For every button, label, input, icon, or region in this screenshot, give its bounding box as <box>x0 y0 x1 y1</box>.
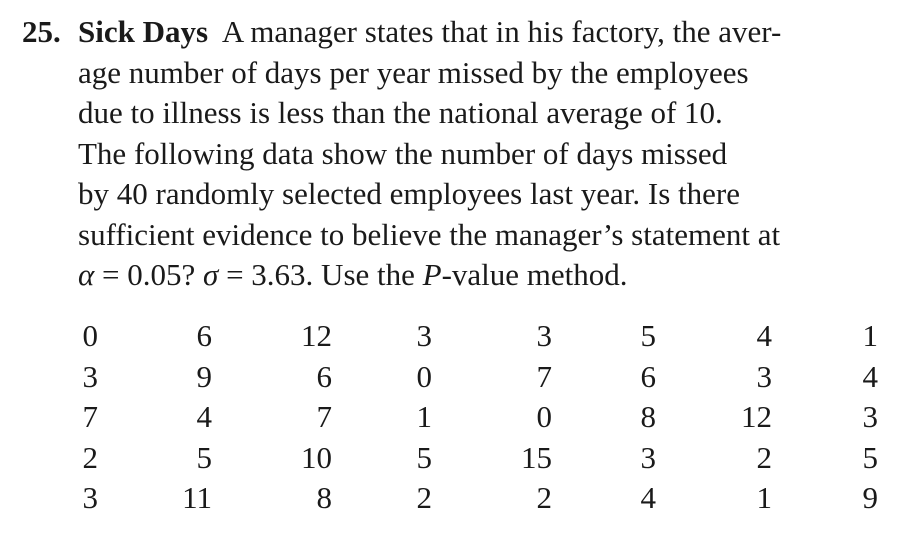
data-cell: 3 <box>756 358 772 394</box>
data-cell: 4 <box>862 358 878 394</box>
data-cell: 4 <box>640 480 656 516</box>
p-letter: P <box>422 257 442 292</box>
data-table <box>0 316 897 519</box>
data-row <box>0 438 897 479</box>
data-cell: 3 <box>82 358 98 394</box>
data-cell: 12 <box>301 318 332 353</box>
data-cell: 3 <box>640 439 656 475</box>
data-cell: 7 <box>536 358 552 394</box>
method-text: -value method. <box>441 257 628 292</box>
data-cell: 6 <box>316 358 332 394</box>
data-cell: 3 <box>536 318 552 353</box>
data-cell: 2 <box>416 480 432 516</box>
data-cell: 5 <box>196 439 212 475</box>
data-cell: 5 <box>416 439 432 475</box>
problem-text <box>78 12 878 296</box>
problem-line-1 <box>78 12 878 53</box>
data-row <box>0 397 897 438</box>
data-row <box>0 316 897 357</box>
data-cell: 9 <box>196 358 212 394</box>
data-cell: 3 <box>416 318 432 353</box>
data-cell: 8 <box>316 480 332 516</box>
data-cell: 8 <box>640 399 656 435</box>
alpha-value: = 0.05? <box>94 257 204 292</box>
sigma-value: = 3.63. Use the <box>218 257 423 292</box>
data-row <box>0 357 897 398</box>
data-cell: 0 <box>536 399 552 435</box>
data-cell: 2 <box>536 480 552 516</box>
data-cell: 3 <box>82 480 98 516</box>
data-cell: 1 <box>862 318 878 353</box>
data-cell: 6 <box>640 358 656 394</box>
data-cell: 6 <box>196 318 212 353</box>
data-cell: 0 <box>82 318 98 353</box>
data-cell: 7 <box>316 399 332 435</box>
problem-line-4: The following data show the number of days missed <box>78 135 728 171</box>
problem-line-6: sufficient evidence to believe the manager’s statement at <box>78 216 781 252</box>
problem-line-5: by 40 randomly selected employees last year. Is there <box>78 176 740 211</box>
data-cell: 1 <box>416 399 432 435</box>
data-cell: 15 <box>521 439 552 475</box>
problem-title: Sick Days <box>78 14 209 49</box>
alpha-symbol: α <box>78 257 95 292</box>
data-cell: 2 <box>756 439 772 475</box>
data-cell: 9 <box>862 480 878 516</box>
data-cell: 1 <box>756 480 772 516</box>
data-cell: 10 <box>301 439 332 475</box>
sigma-symbol: σ <box>203 257 219 292</box>
data-cell: 5 <box>862 439 878 475</box>
data-cell: 4 <box>756 318 772 353</box>
data-cell: 4 <box>196 399 212 435</box>
data-cell: 0 <box>416 358 432 394</box>
data-cell: 2 <box>82 439 98 475</box>
problem-number: 25. <box>22 14 61 49</box>
data-cell: 7 <box>82 399 98 435</box>
data-cell: 5 <box>640 318 656 353</box>
problem-line-7 <box>78 255 878 296</box>
problem-line-2: age number of days per year missed by the employees <box>78 54 749 90</box>
problem-line-1-text: A manager states that in his factory, the aver- <box>221 14 782 49</box>
data-cell: 11 <box>182 480 212 516</box>
data-row <box>0 478 897 519</box>
problem-line-3: due to illness is less than the national average of 10. <box>78 95 723 130</box>
data-cell: 12 <box>741 399 772 435</box>
data-cell: 3 <box>862 399 878 435</box>
